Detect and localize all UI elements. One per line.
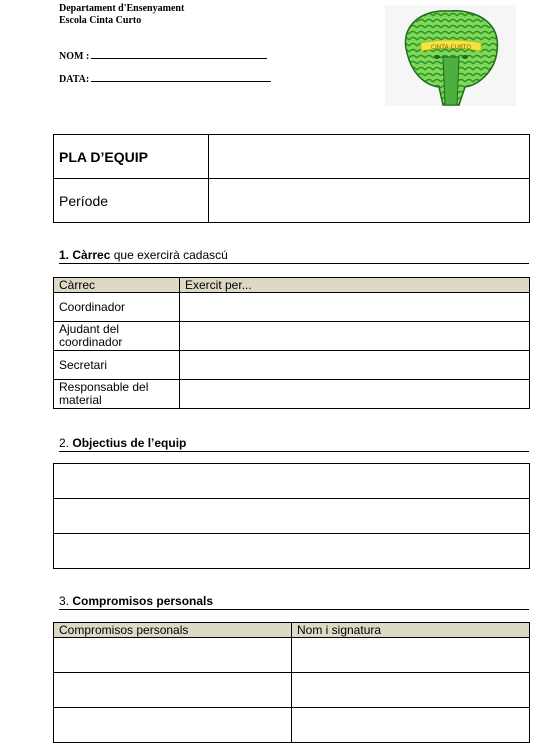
- signature-cell[interactable]: [292, 708, 530, 743]
- section1-rule: [59, 263, 529, 264]
- section3-title: Compromisos personals: [72, 594, 214, 608]
- objectives-table: [53, 463, 530, 569]
- nom-line[interactable]: [91, 49, 267, 59]
- table-row: [54, 380, 530, 409]
- role-name: Responsable del material: [54, 380, 180, 409]
- signature-cell[interactable]: [292, 638, 530, 673]
- department-name: Departament d'Ensenyament: [59, 3, 185, 14]
- table-row: [54, 673, 530, 708]
- objective-row[interactable]: [54, 499, 530, 534]
- role-assignee[interactable]: [180, 293, 530, 322]
- commitment-cell[interactable]: [54, 673, 292, 708]
- school-name: Escola Cinta Curto: [59, 15, 142, 26]
- data-line[interactable]: [91, 72, 271, 82]
- role-assignee[interactable]: [180, 351, 530, 380]
- roles-table: [53, 277, 530, 409]
- objective-row[interactable]: [54, 464, 530, 499]
- nom-label: NOM :: [59, 51, 90, 62]
- table-row: [54, 293, 530, 322]
- role-assignee[interactable]: [180, 380, 530, 409]
- section3-number: 3.: [59, 594, 70, 608]
- commitment-cell[interactable]: [54, 638, 292, 673]
- section2-title: Objectius de l’equip: [72, 436, 187, 450]
- commitments-col1-header: Compromisos personals: [54, 623, 292, 638]
- nom-field: [59, 49, 267, 62]
- section1-heading: [59, 248, 228, 262]
- table-row: [54, 322, 530, 351]
- section3-rule: [59, 609, 529, 610]
- role-name: Coordinador: [54, 293, 180, 322]
- role-name: Ajudant del coordinador: [54, 322, 180, 351]
- signature-cell[interactable]: [292, 673, 530, 708]
- section1-rest: que exercirà cadascú: [113, 248, 228, 262]
- section1-bold: Càrrec: [72, 248, 111, 262]
- section2-heading: [59, 436, 186, 450]
- roles-col2-header: Exercit per...: [180, 278, 530, 293]
- plan-title-value[interactable]: [209, 135, 530, 179]
- logo-text: CINTA CURTO: [430, 44, 472, 51]
- role-name: Secretari: [54, 351, 180, 380]
- commitment-cell[interactable]: [54, 708, 292, 743]
- section1-number: 1.: [59, 248, 70, 262]
- role-assignee[interactable]: [180, 322, 530, 351]
- commitments-col2-header: Nom i signatura: [292, 623, 530, 638]
- commitments-table: [53, 622, 530, 743]
- table-row: [54, 708, 530, 743]
- plan-table: [53, 134, 530, 223]
- roles-col1-header: Càrrec: [54, 278, 180, 293]
- table-row: [54, 638, 530, 673]
- section3-heading: [59, 594, 213, 608]
- section2-number: 2.: [59, 436, 70, 450]
- data-field: [59, 72, 271, 85]
- data-label: DATA:: [59, 74, 90, 85]
- objective-row[interactable]: [54, 534, 530, 569]
- section2-rule: [59, 451, 529, 452]
- school-logo: [385, 5, 516, 106]
- plan-title: PLA D’EQUIP: [54, 135, 209, 179]
- period-value[interactable]: [209, 179, 530, 223]
- period-label: Període: [54, 179, 209, 223]
- table-row: [54, 351, 530, 380]
